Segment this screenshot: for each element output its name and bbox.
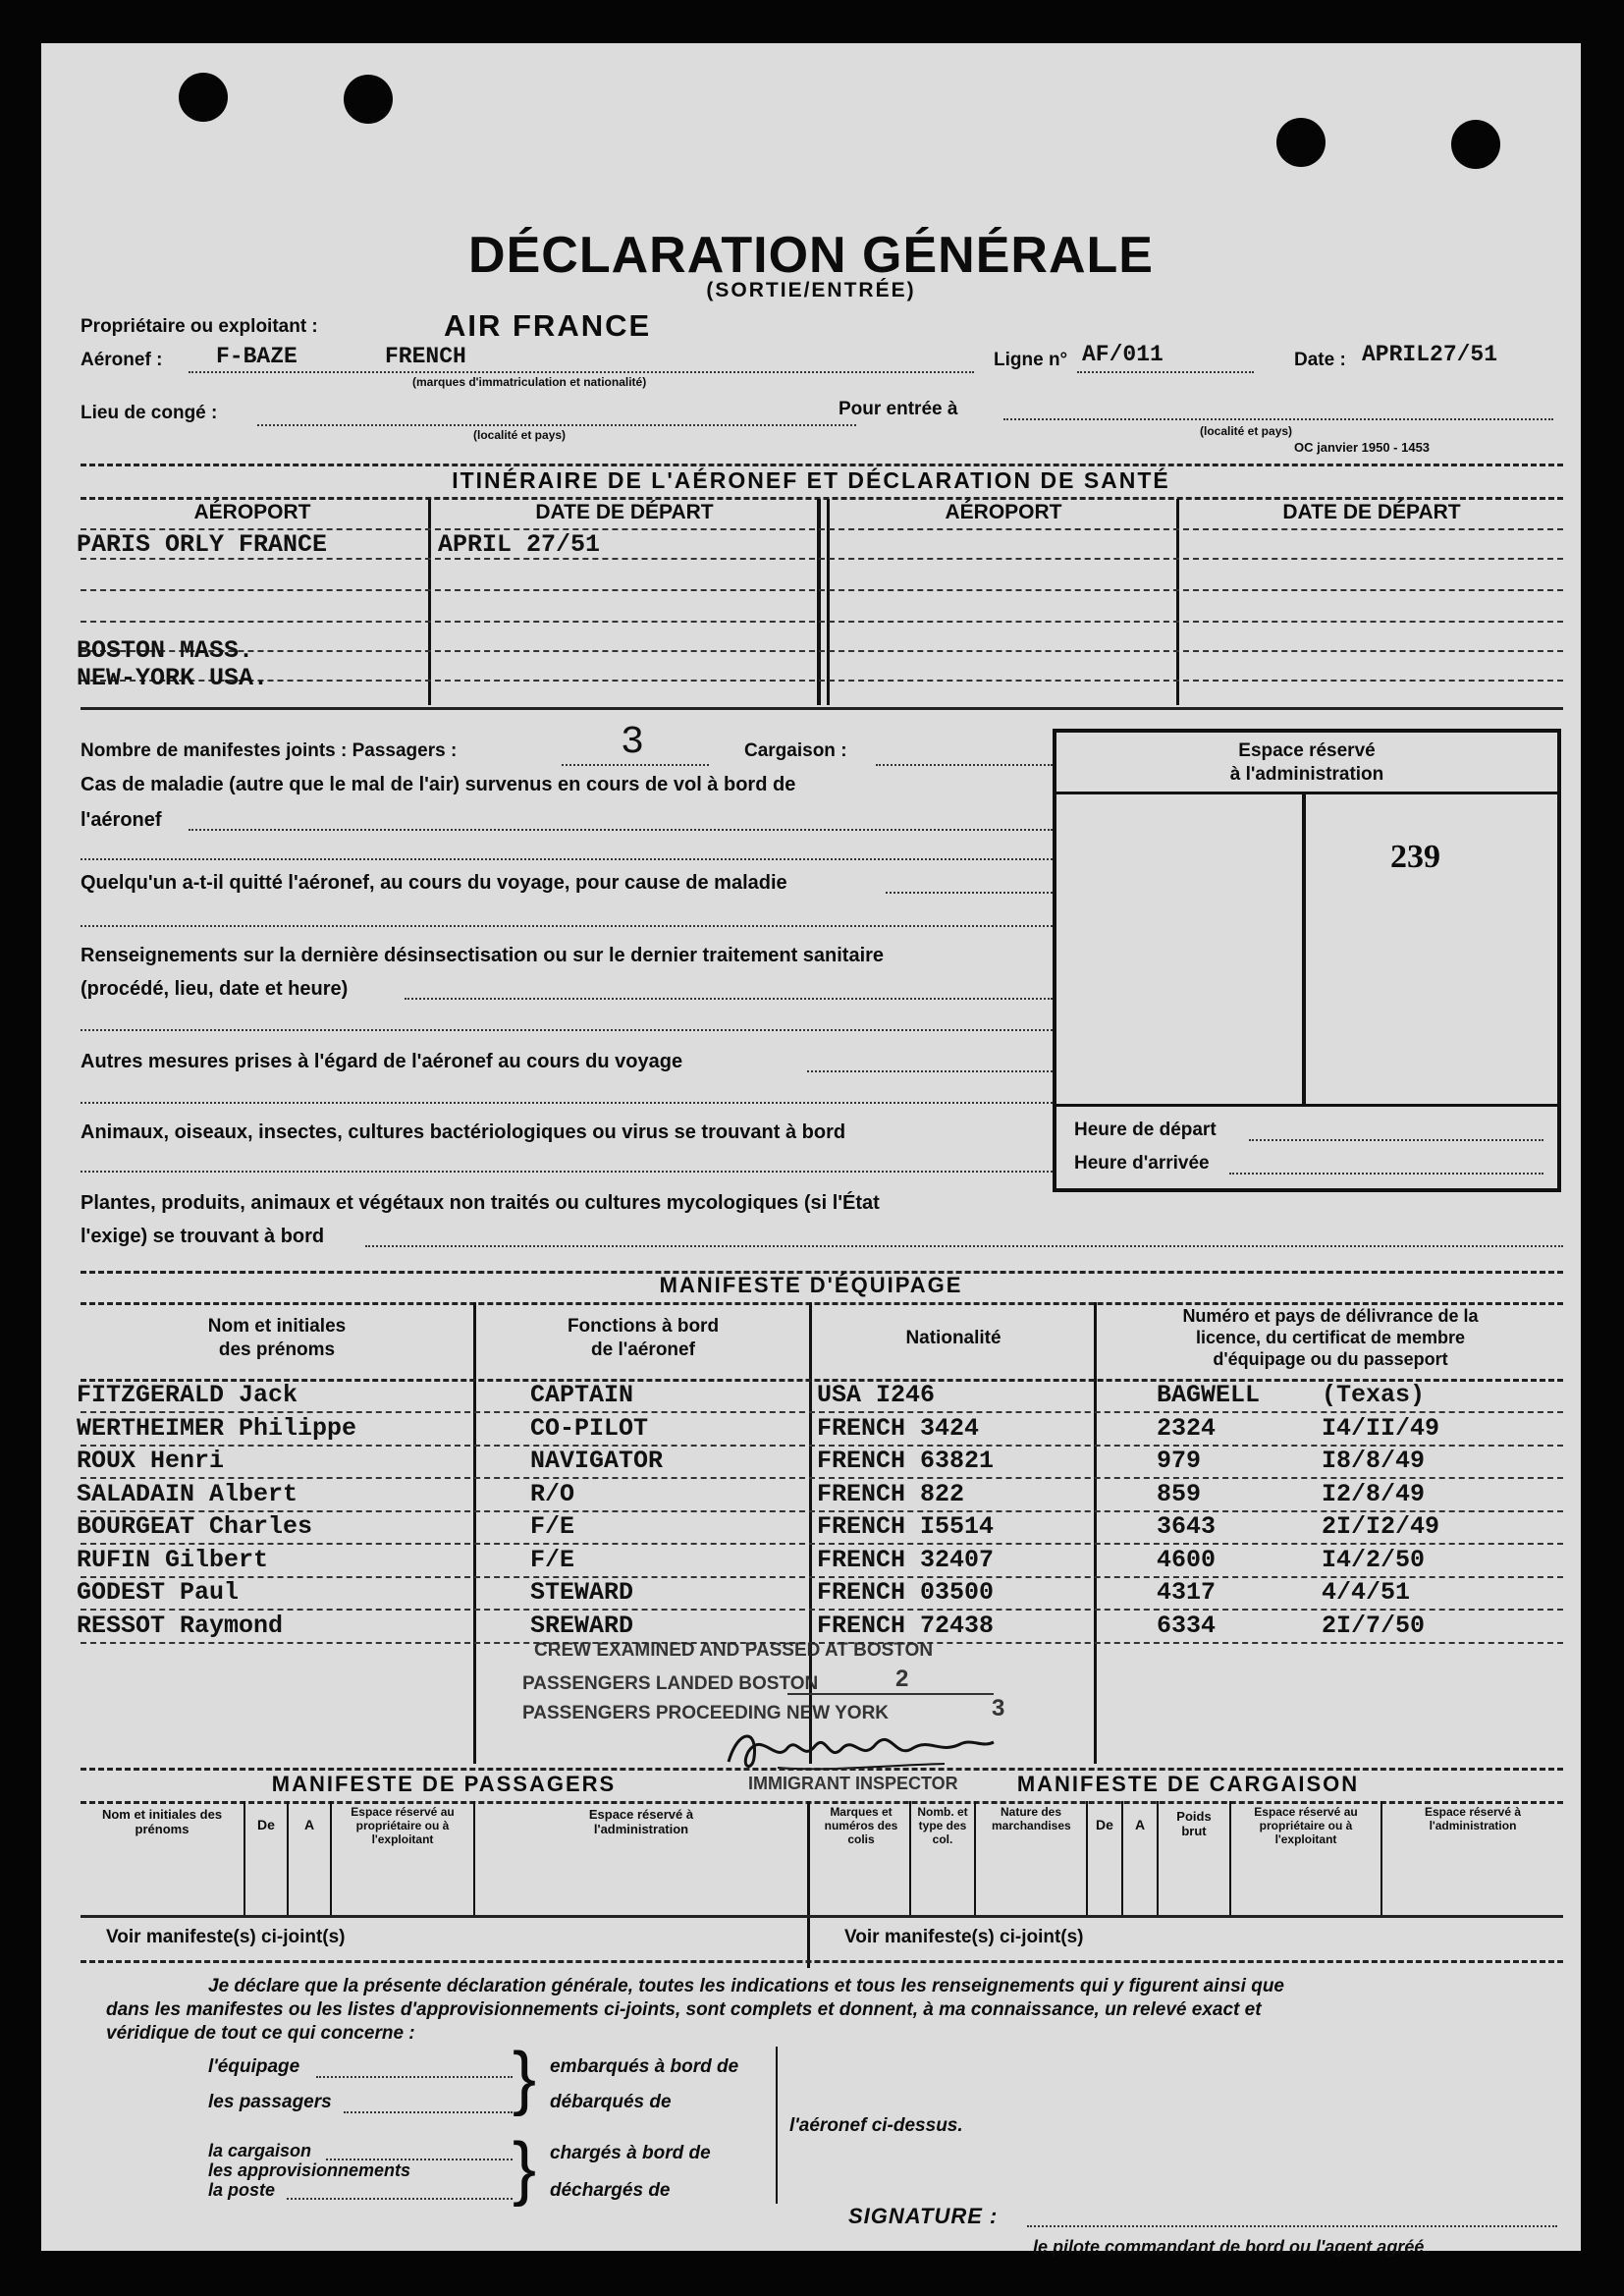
answer-line — [365, 1245, 1563, 1247]
itinerary-airport-2: BOSTON MASS. — [77, 636, 254, 665]
stamp-line — [787, 1693, 994, 1695]
row-line — [81, 1915, 1563, 1918]
crew-col-license-2: licence, du certificat de membre — [1195, 1328, 1466, 1347]
punch-hole — [1276, 118, 1326, 167]
answer-line — [807, 1070, 1053, 1072]
q-plants: Plantes, produits, animaux et végétaux non traités ou cultures mycologiques (si l'État — [81, 1192, 880, 1214]
crew-name: GODEST Paul — [77, 1578, 240, 1607]
crew-name: BOURGEAT Charles — [77, 1512, 313, 1541]
stamp-proceeding-count: 3 — [992, 1695, 1005, 1722]
aircraft-label: Aéronef : — [81, 350, 163, 370]
answer-line — [189, 829, 1053, 831]
crew-col-name: Nom et initiales — [207, 1316, 347, 1337]
crew-function: F/E — [530, 1546, 575, 1574]
crew-col-license: Numéro et pays de délivrance de la — [1182, 1306, 1479, 1326]
crew-function: NAVIGATOR — [530, 1447, 664, 1475]
manifests-label: Nombre de manifestes joints : Passagers : — [81, 740, 458, 761]
passengers-col-admin: Espace réservé à l'administration — [588, 1807, 694, 1836]
cargo-col-marks: Marques et numéros des colis — [824, 1805, 898, 1846]
crew-name: RUFIN Gilbert — [77, 1546, 269, 1574]
q-plants-2: l'exige) se trouvant à bord — [81, 1226, 325, 1247]
decl-mail: la poste — [208, 2180, 276, 2200]
stamp-inspector: IMMIGRANT INSPECTOR — [748, 1774, 958, 1793]
owner-label: Propriétaire ou exploitant : — [81, 316, 318, 337]
crew-license: 859 — [1157, 1480, 1202, 1508]
crew-name: FITZGERALD Jack — [77, 1381, 298, 1409]
aircraft-nationality: FRENCH — [385, 344, 466, 369]
crew-col-name-2: des prénoms — [218, 1339, 336, 1360]
clearance-hint: (localité et pays) — [473, 428, 567, 442]
crew-license: BAGWELL — [1157, 1381, 1261, 1409]
crew-license: 4317 — [1157, 1578, 1217, 1607]
entry-hint: (localité et pays) — [1200, 424, 1293, 438]
cargo-col-owner: Espace réservé au propriétaire ou à l'exploitant — [1254, 1805, 1358, 1846]
row-line — [81, 1411, 1563, 1413]
line-value: AF/011 — [1082, 342, 1164, 367]
decl-mail-line — [287, 2198, 513, 2200]
entry-line — [1003, 418, 1553, 420]
passengers-col-owner: Espace réservé au propriétaire ou à l'exploitant — [351, 1805, 455, 1846]
passengers-see-attached: Voir manifeste(s) ci-joint(s) — [106, 1927, 346, 1947]
punch-hole — [179, 73, 228, 122]
crew-nationality: FRENCH 32407 — [817, 1546, 995, 1574]
q-disinsect: Renseignements sur la dernière désinsectisation ou sur le dernier traitement sanitaire — [81, 945, 885, 966]
q-disinsect-2: (procédé, lieu, date et heure) — [81, 978, 349, 1000]
passengers-col-name: Nom et initiales des prénoms — [101, 1807, 223, 1836]
itinerary-col-airport: AÉROPORT — [193, 501, 311, 523]
crew-license-date: 2I/7/50 — [1322, 1612, 1426, 1640]
declaration-line-1: Je déclare que la présente déclaration générale, toutes les indications et tous les renseignements qui y figurent ainsi que — [208, 1976, 1284, 1996]
crew-license-date: 4/4/51 — [1322, 1578, 1411, 1607]
decl-brace: } — [513, 2129, 537, 2208]
cargo-col-to: A — [1134, 1817, 1146, 1832]
clearance-line — [257, 424, 856, 426]
crew-function: CAPTAIN — [530, 1381, 634, 1409]
stamp-passengers-proceeding: PASSENGERS PROCEEDING NEW YORK — [522, 1703, 890, 1723]
admin-box-line — [1056, 1104, 1557, 1107]
crew-name: SALADAIN Albert — [77, 1480, 298, 1508]
crew-license-date: I2/8/49 — [1322, 1480, 1426, 1508]
crew-nationality: FRENCH 72438 — [817, 1612, 995, 1640]
crew-col-license-3: d'équipage ou du passeport — [1213, 1349, 1448, 1369]
q-animals: Animaux, oiseaux, insectes, cultures bactériologiques ou virus se trouvant à bord — [81, 1121, 846, 1143]
date-label: Date : — [1294, 350, 1346, 370]
crew-function: F/E — [530, 1512, 575, 1541]
crew-license-date: (Texas) — [1322, 1381, 1426, 1409]
punch-hole — [344, 75, 393, 124]
decl-cargo: la cargaison — [208, 2141, 312, 2160]
cargo-label: Cargaison : — [744, 740, 847, 761]
table-line — [1094, 1302, 1097, 1764]
decl-crew: l'équipage — [208, 2056, 300, 2077]
date-value: APRIL27/51 — [1362, 342, 1498, 367]
signature-line — [1027, 2225, 1557, 2227]
decl-bracket — [776, 2047, 778, 2204]
itinerary-col-date: DATE DE DÉPART — [535, 501, 714, 523]
admin-number: 239 — [1390, 839, 1440, 875]
row-line — [81, 1609, 1563, 1611]
row-line — [81, 1960, 1563, 1963]
row-line — [81, 1543, 1563, 1545]
crew-nationality: FRENCH 03500 — [817, 1578, 995, 1607]
decl-unloaded: déchargés de — [550, 2180, 671, 2201]
crew-nationality: USA I246 — [817, 1381, 936, 1409]
stamp-landed-count: 2 — [895, 1666, 909, 1692]
admin-box-line — [1302, 792, 1306, 1104]
decl-brace: } — [513, 2039, 537, 2117]
admin-box-line — [1056, 792, 1557, 794]
crew-col-function: Fonctions à bord — [567, 1316, 720, 1337]
stamp-passengers-landed: PASSENGERS LANDED BOSTON — [522, 1673, 819, 1694]
passengers-col-from: De — [257, 1817, 275, 1832]
line-label: Ligne n° — [994, 350, 1068, 370]
manifests-passengers: 3 — [621, 721, 645, 765]
crew-name: WERTHEIMER Philippe — [77, 1414, 357, 1443]
declaration-line-3: véridique de tout ce qui concerne : — [106, 2023, 415, 2044]
passengers-col-to: A — [303, 1817, 315, 1832]
itinerary-airport-3: NEW-YORK USA. — [77, 664, 269, 692]
aircraft-line — [189, 371, 974, 373]
q-illness-2: l'aéronef — [81, 809, 162, 831]
signatory-label: le pilote commandant de bord ou l'agent agréé — [1033, 2237, 1425, 2257]
row-line — [81, 650, 1563, 652]
admin-box-title: Espace réservé — [1238, 740, 1376, 761]
departure-time-label: Heure de départ — [1074, 1120, 1217, 1140]
answer-line — [81, 1102, 1053, 1104]
crew-nationality: FRENCH 63821 — [817, 1447, 995, 1475]
signature-label: SIGNATURE : — [848, 2204, 999, 2228]
form-sheet — [41, 43, 1581, 2257]
crew-function: R/O — [530, 1480, 575, 1508]
itinerary-airport-1: PARIS ORLY FRANCE — [77, 530, 328, 559]
entry-label: Pour entrée à — [839, 399, 958, 419]
admin-box — [1053, 729, 1561, 1192]
cargo-line — [876, 764, 1053, 766]
answer-line — [81, 858, 1053, 860]
row-line — [81, 589, 1563, 591]
crew-license: 6334 — [1157, 1612, 1217, 1640]
table-line — [807, 1801, 810, 1968]
form-reference: OC janvier 1950 - 1453 — [1294, 440, 1431, 455]
owner-value: AIR FRANCE — [444, 308, 652, 343]
crew-col-nationality: Nationalité — [905, 1328, 1001, 1348]
itinerary-heading: ITINÉRAIRE DE L'AÉRONEF ET DÉCLARATION DE SANTÉ — [452, 467, 1170, 493]
divider — [81, 1768, 1563, 1771]
table-line — [473, 1302, 476, 1764]
divider — [81, 1302, 1563, 1305]
crew-license: 2324 — [1157, 1414, 1217, 1443]
crew-license: 4600 — [1157, 1546, 1217, 1574]
crew-license: 979 — [1157, 1447, 1202, 1475]
crew-nationality: FRENCH I5514 — [817, 1512, 995, 1541]
crew-name: RESSOT Raymond — [77, 1612, 284, 1640]
decl-embarked: embarqués à bord de — [550, 2056, 739, 2077]
decl-supplies: les approvisionnements — [208, 2160, 411, 2180]
decl-passengers: les passagers — [208, 2092, 332, 2112]
crew-nationality: FRENCH 822 — [817, 1480, 965, 1508]
passengers-heading: MANIFESTE DE PASSAGERS — [271, 1772, 617, 1796]
divider — [81, 464, 1563, 466]
decl-disembarked: débarqués de — [550, 2092, 672, 2112]
q-other: Autres mesures prises à l'égard de l'aéronef au cours du voyage — [81, 1051, 683, 1072]
line-dots — [1077, 371, 1254, 373]
cargo-col-nature: Nature des marchandises — [992, 1805, 1071, 1832]
crew-license-date: I8/8/49 — [1322, 1447, 1426, 1475]
crew-name: ROUX Henri — [77, 1447, 225, 1475]
form-title: DÉCLARATION GÉNÉRALE — [468, 227, 1154, 284]
crew-nationality: FRENCH 3424 — [817, 1414, 980, 1443]
punch-hole — [1451, 120, 1500, 169]
crew-function: CO-PILOT — [530, 1414, 649, 1443]
crew-function: STEWARD — [530, 1578, 634, 1607]
itinerary-date-1: APRIL 27/51 — [438, 530, 601, 559]
cargo-col-count: Nomb. et type des col. — [917, 1805, 968, 1846]
crew-heading: MANIFESTE D'ÉQUIPAGE — [659, 1273, 963, 1297]
aircraft-hint: (marques d'immatriculation et nationalité) — [412, 375, 647, 389]
itinerary-col-airport-2: AÉROPORT — [945, 501, 1062, 523]
form-subtitle: (SORTIE/ENTRÉE) — [706, 279, 916, 301]
cargo-col-admin: Espace réservé à l'administration — [1424, 1805, 1522, 1832]
arrival-time-label: Heure d'arrivée — [1074, 1153, 1210, 1174]
crew-license-date: 2I/I2/49 — [1322, 1512, 1440, 1541]
crew-function: SREWARD — [530, 1612, 634, 1640]
decl-crew-line — [316, 2076, 513, 2078]
crew-license-date: I4/2/50 — [1322, 1546, 1426, 1574]
arrival-time-line — [1229, 1173, 1543, 1175]
decl-loaded: chargés à bord de — [550, 2143, 711, 2163]
clearance-label: Lieu de congé : — [81, 403, 218, 423]
aircraft-registration: F-BAZE — [216, 344, 298, 369]
row-line — [81, 707, 1563, 710]
admin-box-title-2: à l'administration — [1229, 764, 1384, 785]
answer-line — [405, 998, 1053, 1000]
row-line — [81, 1477, 1563, 1479]
row-line — [81, 680, 1563, 682]
crew-license-date: I4/II/49 — [1322, 1414, 1440, 1443]
answer-line — [81, 925, 1053, 927]
crew-license: 3643 — [1157, 1512, 1217, 1541]
decl-passengers-line — [344, 2111, 513, 2113]
q-illness: Cas de maladie (autre que le mal de l'air) survenus en cours de vol à bord de — [81, 774, 796, 795]
cargo-col-weight: Poids brut — [1176, 1809, 1212, 1838]
stamp-crew-examined: CREW EXAMINED AND PASSED AT BOSTON — [534, 1640, 934, 1661]
answer-line — [81, 1029, 1053, 1031]
answer-line — [886, 892, 1053, 894]
answer-line — [81, 1171, 1053, 1173]
cargo-see-attached: Voir manifeste(s) ci-joint(s) — [844, 1927, 1084, 1947]
row-line — [81, 621, 1563, 623]
itinerary-col-date-2: DATE DE DÉPART — [1282, 501, 1461, 523]
divider — [81, 497, 1563, 500]
crew-col-function-2: de l'aéronef — [591, 1339, 695, 1360]
declaration-line-2: dans les manifestes ou les listes d'approvisionnements ci-joints, sont complets et donnent, à ma connaissance, un relevé exact et — [106, 1999, 1262, 2020]
cargo-heading: MANIFESTE DE CARGAISON — [1016, 1772, 1360, 1796]
decl-aircraft: l'aéronef ci-dessus. — [789, 2115, 963, 2136]
q-left: Quelqu'un a-t-il quitté l'aéronef, au cours du voyage, pour cause de maladie — [81, 872, 787, 894]
departure-time-line — [1249, 1139, 1543, 1141]
divider — [81, 1801, 1563, 1804]
cargo-col-from: De — [1096, 1817, 1113, 1832]
manifests-line — [562, 764, 709, 766]
